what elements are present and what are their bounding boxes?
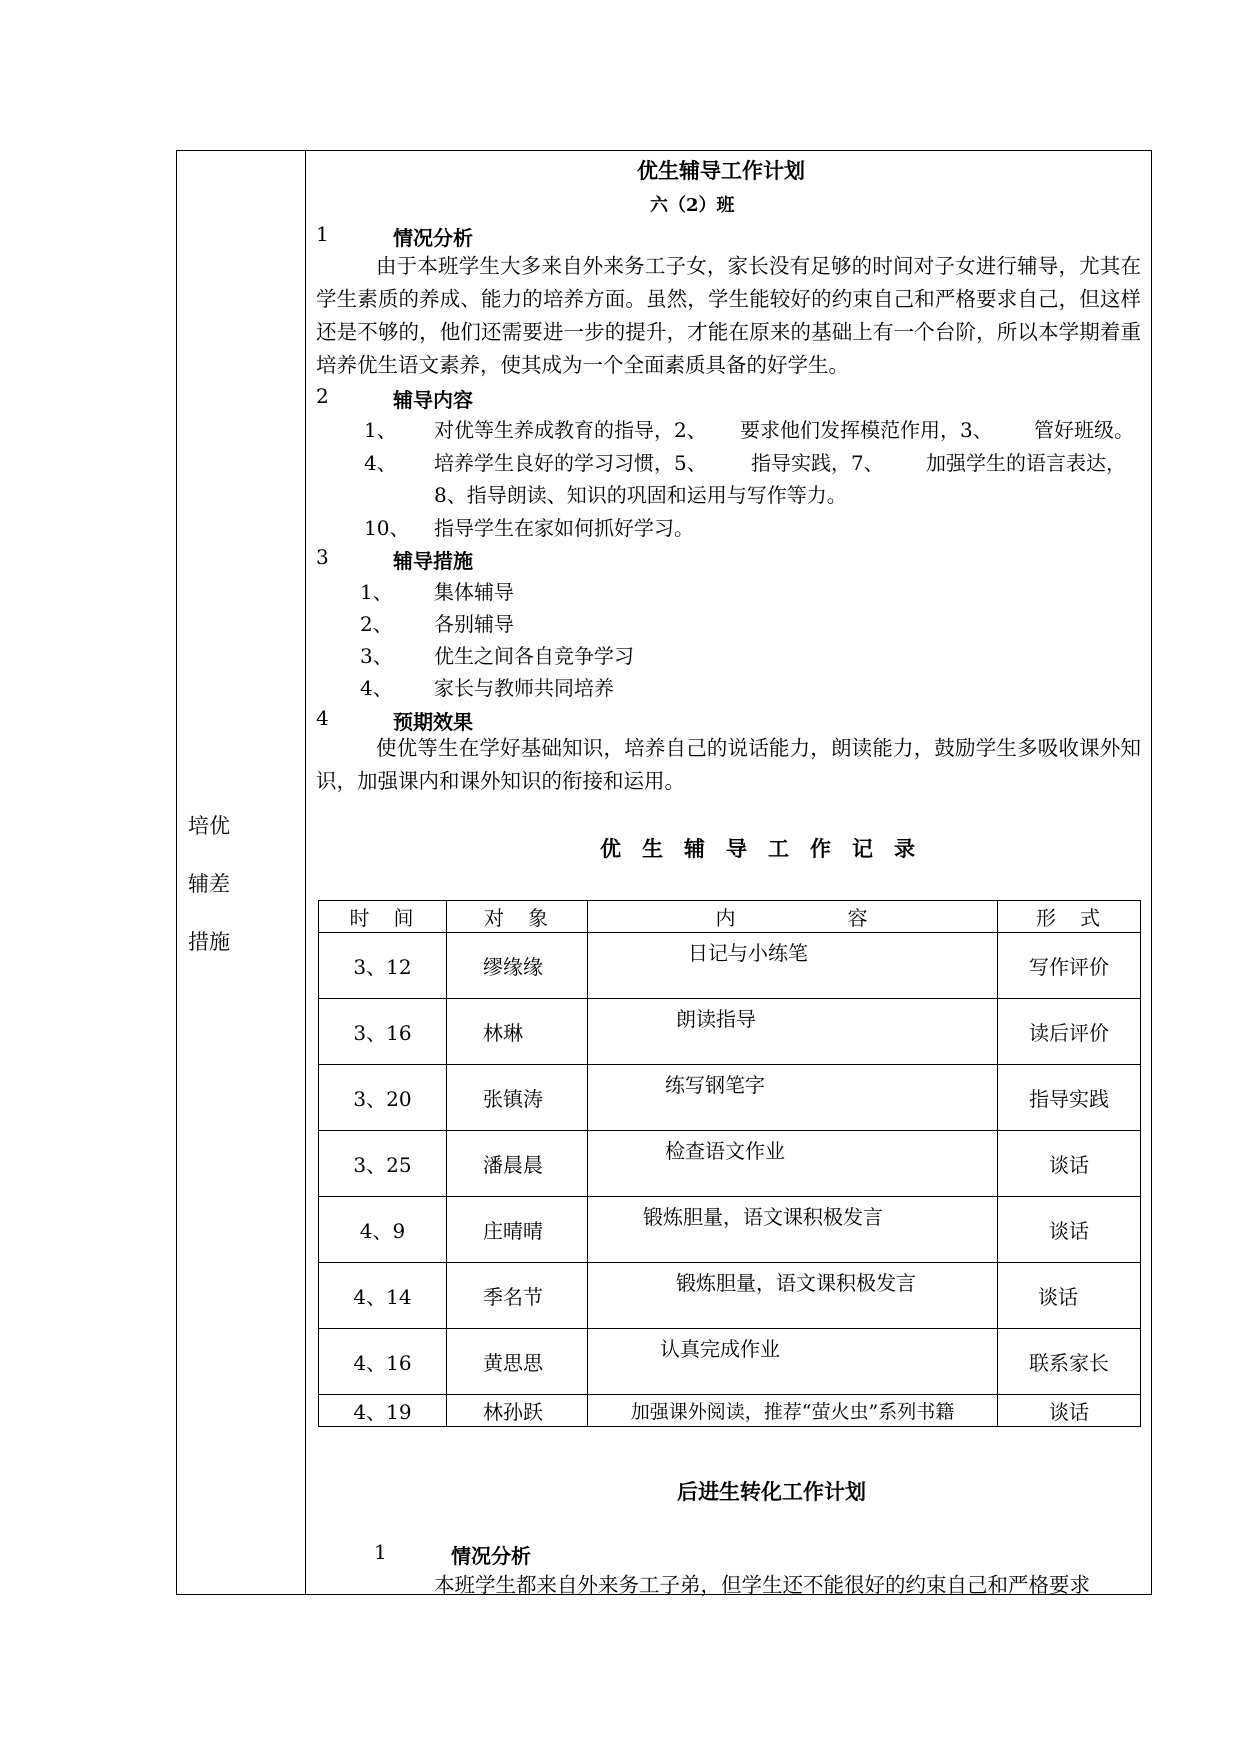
- row-form: 指导实践: [998, 1065, 1141, 1131]
- row-content: 练写钢笔字: [665, 1073, 765, 1097]
- plan2-section-1-title: 情况分析: [451, 1544, 531, 1568]
- row-form: 写作评价: [998, 933, 1141, 999]
- content-line-2-part-c: 加强学生的语言表达，: [926, 451, 1126, 475]
- row-form: 联系家长: [998, 1329, 1141, 1395]
- row-content: 加强课外阅读，推荐“萤火虫”系列书籍: [588, 1395, 998, 1427]
- row-content-cell: [588, 1131, 998, 1197]
- section-4-title: 预期效果: [393, 710, 473, 734]
- content-line-1-part-b: 要求他们发挥模范作用，3、: [740, 418, 993, 442]
- table-row: [319, 1329, 1141, 1395]
- section-1-title: 情况分析: [393, 226, 473, 250]
- row-student: 季名节: [447, 1263, 588, 1329]
- plan2-section-1-number: 1: [374, 1540, 387, 1564]
- left-label-line-1: 培优: [188, 814, 230, 838]
- record-table: [318, 900, 1141, 1427]
- section-1-text: 由于本班学生大多来自外来务工子女，家长没有足够的时间对子女进行辅导，尤其在学生素质的养成、能力的培养方面。虽然，学生能较好的约束自己和严格要求自己，但这样还是不够的，他们还需要进一步的提升，才能在原来的基础上有一个台阶，所以本学期着重培养优生语文素养，使其成为一个全面素质具备的好学生。: [316, 254, 1141, 377]
- section-4-number: 4: [316, 706, 329, 730]
- header-content: 内 容: [588, 901, 998, 933]
- row-student: 庄晴晴: [447, 1197, 588, 1263]
- section-4-text: 使优等生在学好基础知识，培养自己的说话能力，朗读能力，鼓励学生多吸收课外知识，加强课内和课外知识的衔接和运用。: [316, 736, 1141, 793]
- table-row: [319, 1197, 1141, 1263]
- header-student: 对 象: [447, 901, 588, 933]
- plan-title: 优生辅导工作计划: [637, 158, 805, 183]
- row-student: 黄思思: [447, 1329, 588, 1395]
- row-content-cell: [588, 1065, 998, 1131]
- content-line-2-num: 4、: [364, 451, 397, 475]
- row-form: 谈话: [998, 1131, 1141, 1197]
- measure-2-num: 2、: [360, 612, 393, 636]
- measure-1-text: 集体辅导: [434, 580, 514, 604]
- row-student: 张镇涛: [447, 1065, 588, 1131]
- measure-3-num: 3、: [360, 644, 393, 668]
- table-row: [319, 1395, 1141, 1427]
- row-student: 缪缘缘: [447, 933, 588, 999]
- header-date: 时 间: [319, 901, 447, 933]
- table-row: [319, 1263, 1141, 1329]
- section-2-number: 2: [316, 384, 329, 408]
- row-date: 4、19: [319, 1395, 447, 1427]
- row-date: 3、16: [319, 999, 447, 1065]
- content-line-1-num: 1、: [364, 418, 397, 442]
- row-content: 锻炼胆量，语文课积极发言: [676, 1271, 916, 1295]
- row-content: 朗读指导: [676, 1007, 756, 1031]
- row-form: 谈话: [998, 1197, 1141, 1263]
- measure-3-text: 优生之间各自竞争学习: [434, 644, 634, 668]
- row-content: 锻炼胆量，语文课积极发言: [643, 1205, 883, 1229]
- row-content-cell: [588, 1329, 998, 1395]
- row-form: 谈话: [998, 1263, 1141, 1329]
- table-row: [319, 1131, 1141, 1197]
- row-date: 3、20: [319, 1065, 447, 1131]
- content-line-4-num: 10、: [364, 516, 410, 540]
- record-title: 优 生 辅 导 工 作 记 录: [600, 836, 915, 861]
- left-label-line-3: 措施: [188, 930, 230, 954]
- row-content-cell: [588, 999, 998, 1065]
- row-date: 3、12: [319, 933, 447, 999]
- section-1-number: 1: [316, 222, 329, 246]
- table-row: [319, 999, 1141, 1065]
- measure-4-text: 家长与教师共同培养: [434, 676, 614, 700]
- content-line-2-part-b: 指导实践，7、: [751, 451, 884, 475]
- section-3-number: 3: [316, 545, 329, 569]
- measure-1-num: 1、: [360, 580, 393, 604]
- content-line-1-part-a: 对优等生养成教育的指导，2、: [434, 418, 707, 442]
- row-form: 读后评价: [998, 999, 1141, 1065]
- section-3-title: 辅导措施: [393, 549, 473, 573]
- row-date: 3、25: [319, 1131, 447, 1197]
- row-content: 日记与小练笔: [688, 941, 808, 965]
- section-2-title: 辅导内容: [393, 388, 473, 412]
- content-line-1-part-c: 管好班级。: [1034, 418, 1134, 442]
- table-row: [319, 1065, 1141, 1131]
- row-student: 林孙跃: [447, 1395, 588, 1427]
- class-name: 六（2）班: [650, 195, 735, 216]
- row-date: 4、16: [319, 1329, 447, 1395]
- measure-4-num: 4、: [360, 676, 393, 700]
- record-header-row: [319, 901, 1141, 933]
- row-date: 4、14: [319, 1263, 447, 1329]
- row-content-cell: [588, 1263, 998, 1329]
- row-form: 谈话: [998, 1395, 1141, 1427]
- plan2-section-1-text: 本班学生都来自外来务工子弟，但学生还不能很好的约束自己和严格要求: [434, 1573, 1090, 1597]
- column-divider: [305, 150, 306, 1595]
- row-content: 认真完成作业: [660, 1337, 780, 1361]
- header-form: 形 式: [998, 901, 1141, 933]
- content-line-2-part-a: 培养学生良好的学习习惯，5、: [434, 451, 707, 475]
- left-label-line-2: 辅差: [188, 872, 230, 896]
- row-student: 林琳: [447, 999, 588, 1065]
- content-line-3: 8、指导朗读、知识的巩固和运用与写作等力。: [434, 483, 847, 507]
- measure-2-text: 各别辅导: [434, 612, 514, 636]
- row-content-cell: [588, 933, 998, 999]
- content-line-4-text: 指导学生在家如何抓好学习。: [434, 516, 694, 540]
- plan2-title: 后进生转化工作计划: [677, 1479, 866, 1504]
- row-date: 4、9: [319, 1197, 447, 1263]
- row-content: 检查语文作业: [665, 1139, 785, 1163]
- row-content-cell: [588, 1197, 998, 1263]
- row-student: 潘晨晨: [447, 1131, 588, 1197]
- table-row: [319, 933, 1141, 999]
